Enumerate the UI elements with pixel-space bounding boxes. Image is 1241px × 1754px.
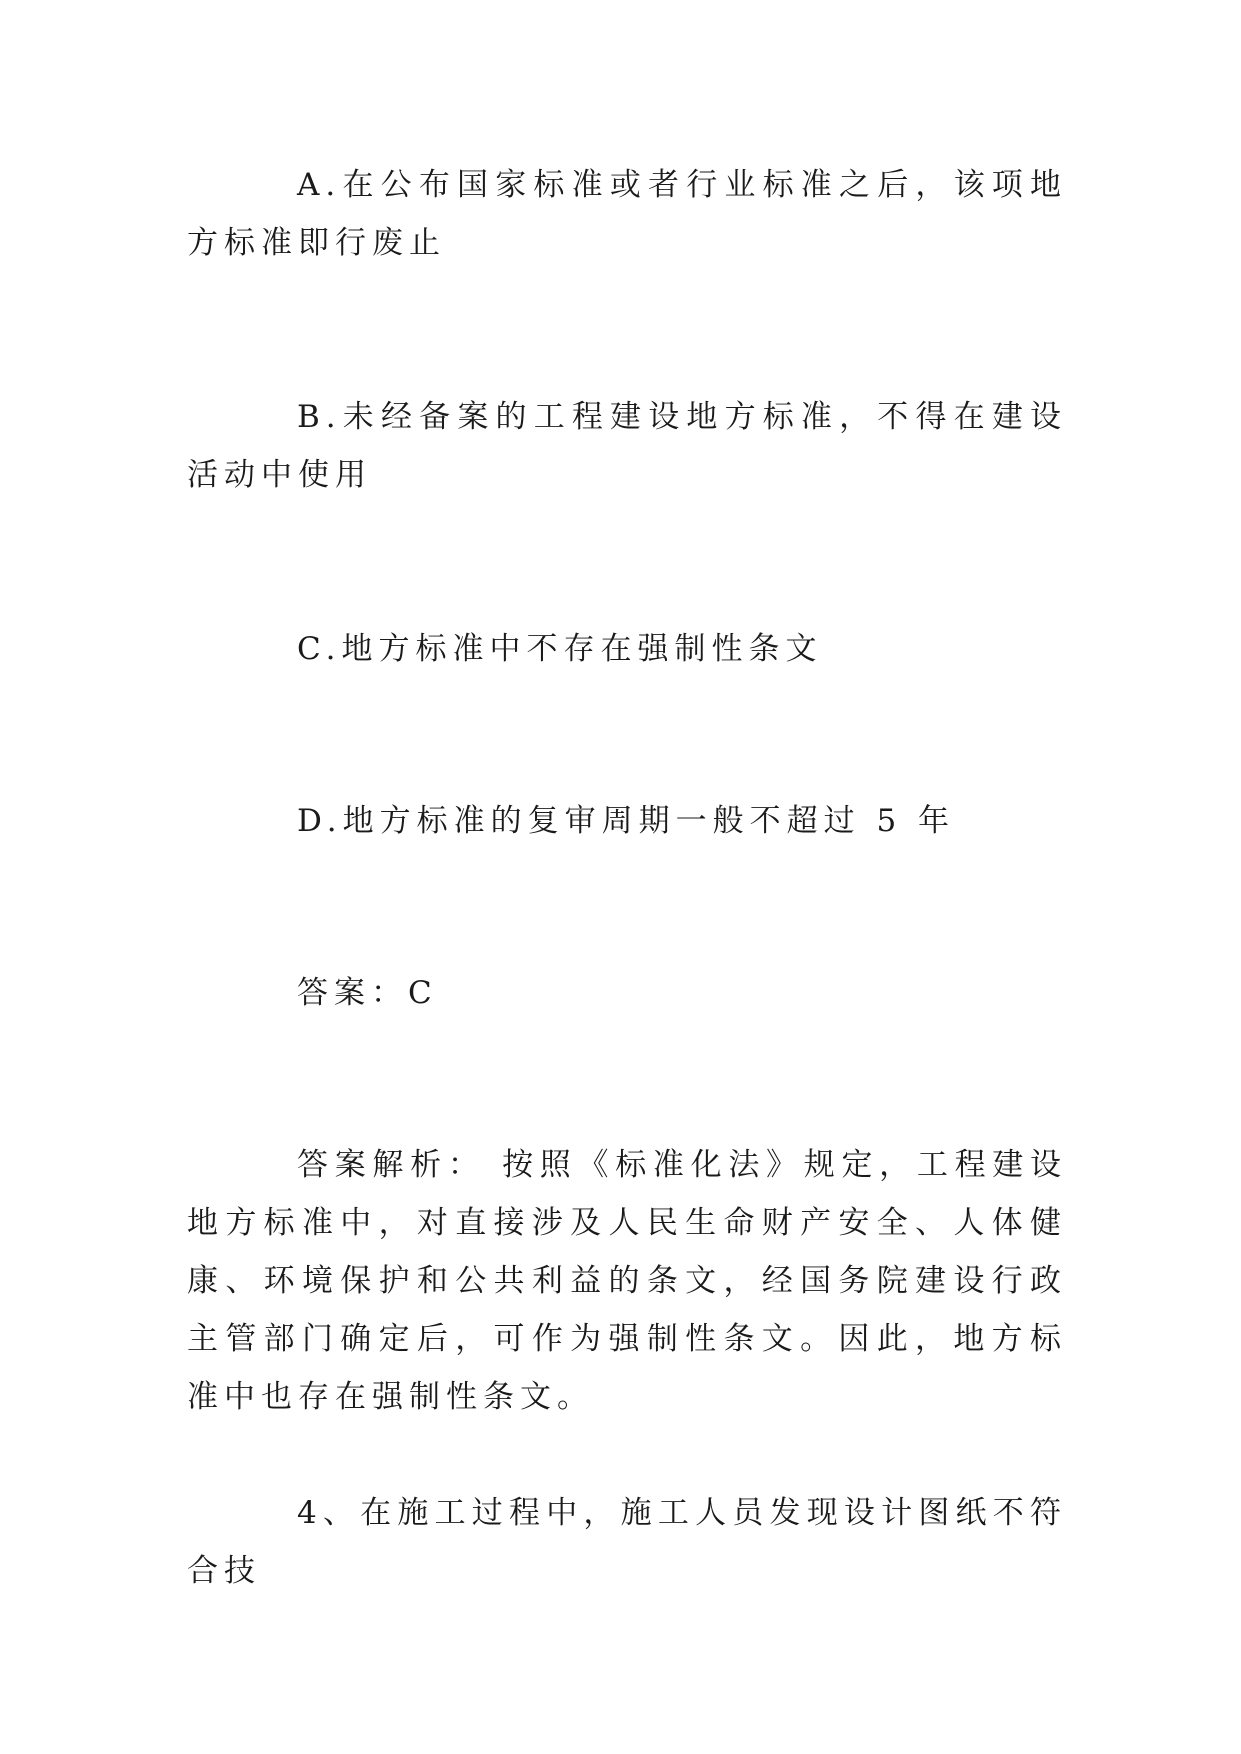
explanation-text: 答案解析： 按照《标准化法》规定，工程建设地方标准中，对直接涉及人民生命财产安全、人体健康、环境保护和公共利益的条文，经国务院建设行政主管部门确定后，可作为强制性条文。因此，地方标准中也存在强制性条文。 <box>187 1147 1067 1415</box>
option-c-text: C.地方标准中不存在强制性条文 <box>297 631 823 667</box>
question-4-text: 4、在施工过程中，施工人员发现设计图纸不符合技 <box>187 1495 1067 1589</box>
option-d-text: D.地方标准的复审周期一般不超过 5 年 <box>297 803 956 839</box>
option-a-text: A.在公布国家标准或者行业标准之后，该项地方标准即行废止 <box>187 167 1067 261</box>
answer-text: 答案：C <box>297 975 438 1011</box>
option-b-text: B.未经备案的工程建设地方标准，不得在建设活动中使用 <box>187 399 1067 493</box>
